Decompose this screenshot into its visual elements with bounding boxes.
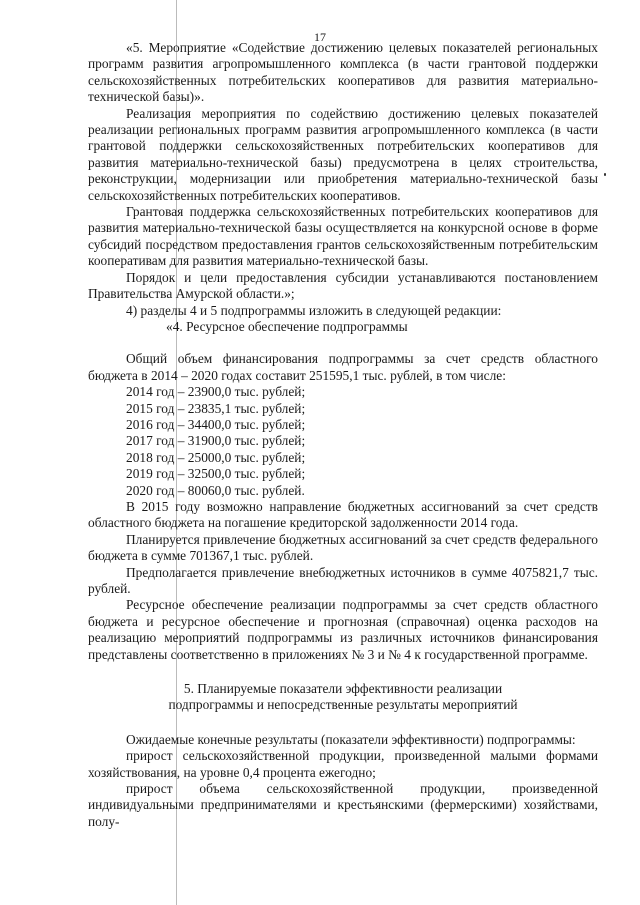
paragraph-growth-entrepreneurs: прирост объема сельскохозяйственной продукции, произведенной индивидуальными предпринимателями и крестьянскими (фермерскими) хозяйствами, полу- — [88, 781, 598, 829]
paragraph-sections-amend: 4) разделы 4 и 5 подпрограммы изложить в следующей редакции: — [126, 302, 502, 318]
paragraph-2015-note: В 2015 году возможно направление бюджетных ассигнований за счет средств областного бюджета на погашение кредиторской задолженности 2014 года. — [88, 498, 598, 531]
scan-speck — [604, 173, 606, 176]
page-number: 17 — [314, 30, 326, 44]
year-line: 2016 год – 34400,0 тыс. рублей; — [126, 416, 306, 432]
paragraph-procedure: Порядок и цели предоставления субсидии устанавливаются постановлением Правительства Амурской области.»; — [88, 269, 598, 302]
document-body — [88, 40, 598, 830]
paragraph-expected-results: Ожидаемые конечные результаты (показатели эффективности) подпрограммы: — [126, 731, 576, 747]
year-line: 2020 год – 80060,0 тыс. рублей. — [126, 482, 305, 498]
paragraph-resource-provision: Ресурсное обеспечение реализации подпрограммы за счет средств областного бюджета и ресурсное обеспечение и прогнозная (справочная) оценка расходов на реализацию мероприятий подпрограммы из различных источников финансирования представлены соответственно в приложениях № 3 и № 4 к государственной программе. — [88, 597, 598, 662]
paragraph-total-funding: Общий объем финансирования подпрограммы за счет средств областного бюджета в 2014 – 2020 годах составит 251595,1 тыс. рублей, в том числе: — [88, 351, 598, 383]
year-line: 2015 год – 23835,1 тыс. рублей; — [126, 400, 306, 416]
paragraph-federal-budget: Планируется привлечение бюджетных ассигнований за счет средств федерального бюджета в сумме 701367,1 тыс. рублей. — [88, 531, 598, 564]
year-line: 2014 год – 23900,0 тыс. рублей; — [126, 384, 306, 400]
spacer — [88, 663, 598, 681]
paragraph-implementation: Реализация мероприятия по содействию достижению целевых показателей реализации региональных программ развития агропромышленного комплекса (в части грантовой поддержки сельскохозяйственных потребительских кооперативов для развития материально-технической базы) предусмотрена в целях строительства, реконструкции, модернизации или приобретения материально-технической базы сельскохозяйственных потребительских кооперативов. — [88, 105, 598, 203]
year-line: 2019 год – 32500,0 тыс. рублей; — [126, 466, 306, 482]
heading-section-5-line1: 5. Планируемые показатели эффективности реализации — [183, 681, 503, 697]
paragraph-measure-5-title: «5. Мероприятие «Содействие достижению целевых показателей региональных программ развития агропромышленного комплекса (в части грантовой поддержки сельскохозяйственных потребительских кооперативов для развития материально-технической базы)». — [88, 40, 598, 105]
heading-section-4: «4. Ресурсное обеспечение подпрограммы — [166, 318, 408, 334]
paragraph-growth-small-forms: прирост сельскохозяйственной продукции, произведенной малыми формами хозяйствования, на уровне 0,4 процента ежегодно; — [88, 748, 598, 780]
year-line: 2017 год – 31900,0 тыс. рублей; — [126, 433, 306, 449]
year-line: 2018 год – 25000,0 тыс. рублей; — [126, 449, 306, 465]
spacer — [88, 714, 598, 732]
spacer — [88, 335, 598, 351]
heading-section-5-line2: подпрограммы и непосредственные результаты мероприятий — [168, 697, 518, 713]
paragraph-grant-support: Грантовая поддержка сельскохозяйственных потребительских кооперативов для развития материально-технической базы осуществляется на конкурсной основе в форме субсидий посредством предоставления грантов сельскохозяйственным потребительским кооперативам для развития материально-технической базы. — [88, 204, 598, 269]
paragraph-extrabudgetary: Предполагается привлечение внебюджетных источников в сумме 4075821,7 тыс. рублей. — [88, 564, 598, 596]
